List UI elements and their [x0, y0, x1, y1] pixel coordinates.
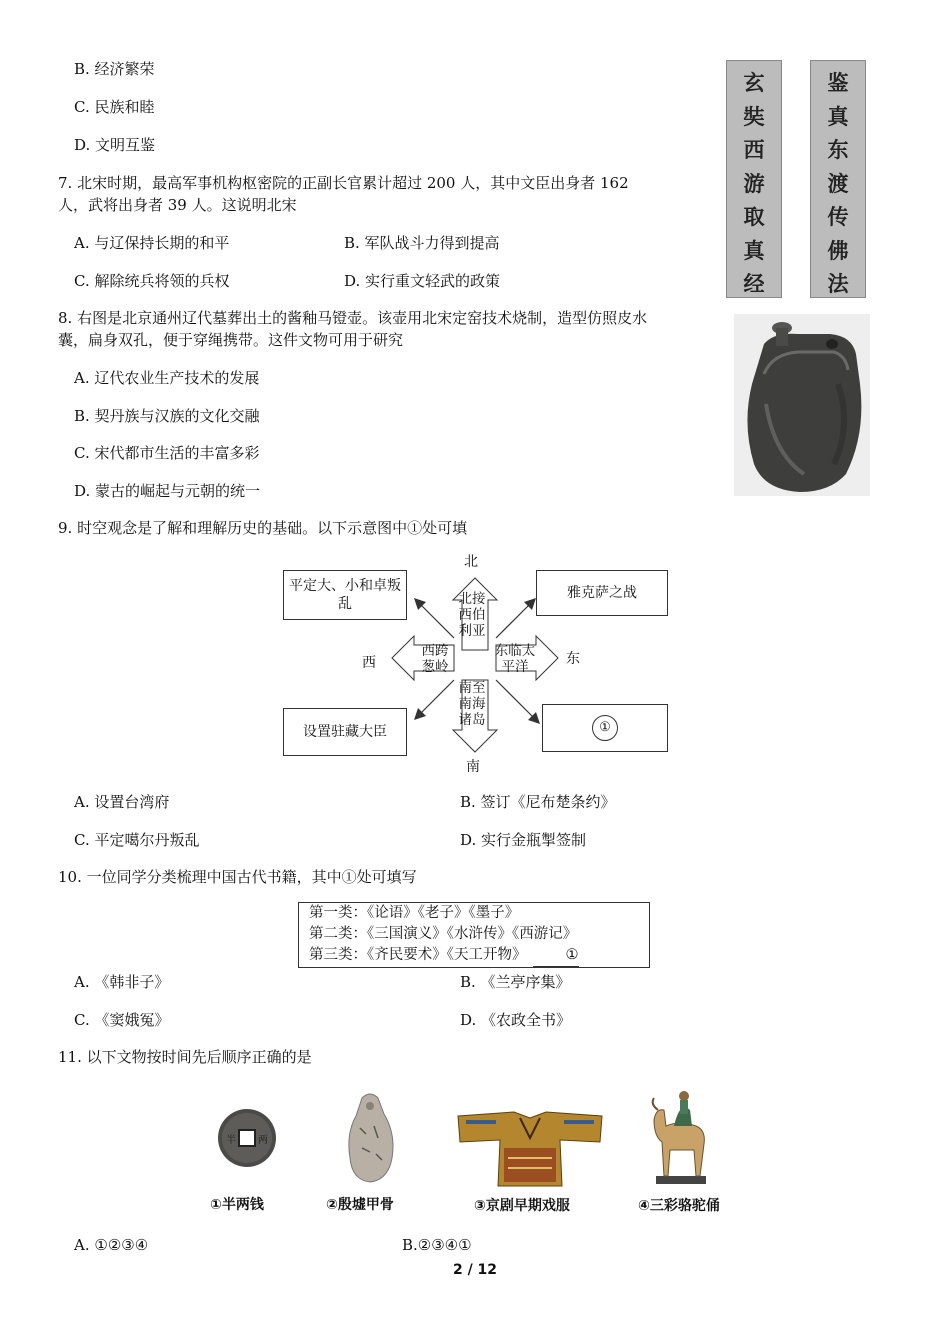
box-pingding-hezhuo: 平定大、小和卓叛乱 [283, 570, 407, 620]
book-row-2: 第二类：《三国演义》《水浒传》《西游记》 [309, 926, 578, 942]
q7-option-b: B. 军队战斗力得到提高 [344, 234, 500, 252]
opera-costume-image [456, 1108, 604, 1188]
tricolor-camel-image [640, 1080, 720, 1190]
svg-text:半: 半 [226, 1135, 236, 1146]
banner-jianzhen-text: 鉴真东渡传佛法 [827, 71, 849, 296]
caption-banliang: ①半两钱 [210, 1197, 264, 1213]
caption-peking-opera-costume: ③京剧早期戏服 [474, 1198, 570, 1214]
q10-option-c: C. 《窦娥冤》 [74, 1011, 170, 1029]
banner-xuanzang-text: 玄奘西游取真经 [743, 71, 765, 296]
stirrup-flask-image [734, 314, 870, 496]
direction-south: 南 [466, 759, 480, 775]
arrow-west-label: 西跨葱岭 [421, 643, 449, 675]
q9-option-b: B. 签订《尼布楚条约》 [460, 793, 616, 811]
q9-option-d: D. 实行金瓶掣签制 [460, 831, 587, 849]
box-zhuzang-dachen: 设置驻藏大臣 [283, 708, 407, 756]
direction-east: 东 [566, 651, 580, 667]
q9-stem: 9. 时空观念是了解和理解历史的基础。以下示意图中①处可填 [58, 519, 468, 537]
q10-option-a: A. 《韩非子》 [74, 973, 170, 991]
q8-option-c: C. 宋代都市生活的丰富多彩 [74, 444, 260, 462]
q8-stem-line2: 囊，扁身双孔，便于穿绳携带。这件文物可用于研究 [58, 331, 404, 349]
q6-option-d: D. 文明互鉴 [74, 136, 156, 154]
arrow-north-label: 北接西伯利亚 [458, 591, 486, 639]
q11-option-b: B.②③④① [402, 1236, 472, 1254]
book-blank: ① [533, 945, 579, 967]
q9-option-a: A. 设置台湾府 [74, 793, 170, 811]
arrow-east-label: 东临太平洋 [494, 643, 536, 675]
banner-jianzhen [810, 60, 866, 298]
q10-option-b: B. 《兰亭序集》 [460, 973, 571, 991]
q10-option-d: D. 《农政全书》 [460, 1011, 572, 1029]
q7-option-d: D. 实行重文轻武的政策 [344, 272, 501, 290]
direction-west: 西 [362, 655, 376, 671]
svg-text:两: 两 [258, 1135, 268, 1146]
book-category-table [298, 902, 650, 968]
q8-option-a: A. 辽代农业生产技术的发展 [74, 369, 260, 387]
q8-option-d: D. 蒙古的崛起与元朝的统一 [74, 482, 261, 500]
page-number: 2 / 12 [452, 1262, 498, 1278]
q7-option-c: C. 解除统兵将领的兵权 [74, 272, 230, 290]
q9-option-c: C. 平定噶尔丹叛乱 [74, 831, 200, 849]
direction-north: 北 [464, 554, 478, 570]
caption-tricolor-camel: ④三彩骆驼俑 [638, 1198, 720, 1214]
blank-marker-circle: ① [592, 715, 618, 741]
q7-stem-line2: 人，武将出身者 39 人。这说明北宋 [58, 196, 297, 214]
box-blank-one [542, 704, 668, 752]
arrow-south-label: 南至南海诸岛 [458, 680, 486, 728]
q8-option-b: B. 契丹族与汉族的文化交融 [74, 407, 260, 425]
banliang-coin-image [216, 1098, 278, 1184]
q7-stem-line1: 7. 北宋时期，最高军事机构枢密院的正副长官累计超过 200 人，其中文臣出身者 162 [58, 174, 629, 192]
q7-option-a: A. 与辽保持长期的和平 [74, 234, 230, 252]
q10-stem: 10. 一位同学分类梳理中国古代书籍，其中①处可填写 [58, 868, 417, 886]
book-row-3 [309, 945, 649, 967]
book-row-1: 第一类：《论语》《老子》《墨子》 [309, 905, 520, 921]
q6-option-c: C. 民族和睦 [74, 98, 155, 116]
q6-option-b: B. 经济繁荣 [74, 60, 155, 78]
q11-stem: 11. 以下文物按时间先后顺序正确的是 [58, 1048, 312, 1066]
q11-option-a: A. ①②③④ [74, 1236, 149, 1254]
oracle-bone-image [340, 1088, 402, 1188]
caption-yinxu-oracle: ②殷墟甲骨 [326, 1197, 394, 1213]
book-row-3-text: 第三类：《齐民要术》《天工开物》 [309, 947, 527, 963]
banner-xuanzang [726, 60, 782, 298]
box-yakesa: 雅克萨之战 [536, 570, 668, 616]
q8-stem-line1: 8. 右图是北京通州辽代墓葬出土的酱釉马镫壶。该壶用北宋定窑技术烧制，造型仿照皮水 [58, 309, 648, 327]
